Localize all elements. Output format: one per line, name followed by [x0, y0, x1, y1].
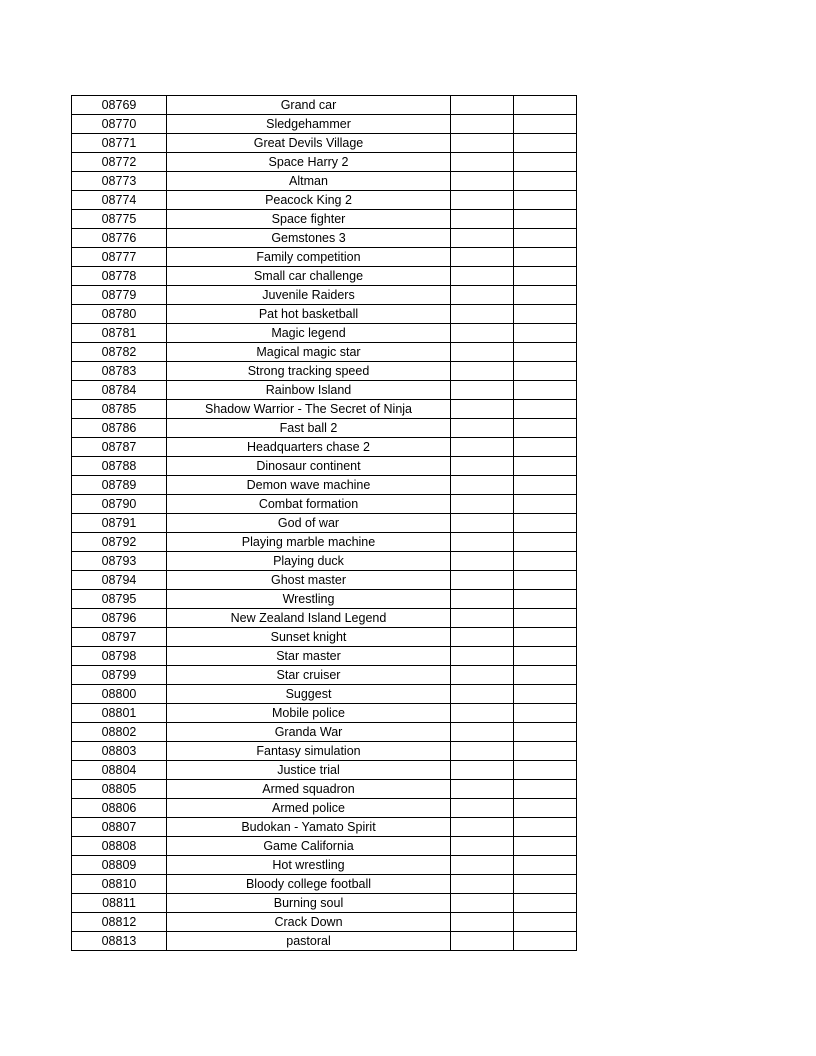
- table-row: [72, 571, 577, 590]
- game-name-cell: Burning soul: [167, 894, 451, 913]
- empty-cell: [514, 799, 577, 818]
- empty-cell: [451, 913, 514, 932]
- empty-cell: [451, 191, 514, 210]
- empty-cell: [514, 153, 577, 172]
- empty-cell: [514, 552, 577, 571]
- game-id-cell: 08785: [72, 400, 167, 419]
- game-name-cell: Ghost master: [167, 571, 451, 590]
- empty-cell: [451, 400, 514, 419]
- table-row: [72, 590, 577, 609]
- empty-cell: [514, 134, 577, 153]
- game-id-cell: 08770: [72, 115, 167, 134]
- game-id-cell: 08811: [72, 894, 167, 913]
- empty-cell: [514, 818, 577, 837]
- empty-cell: [514, 419, 577, 438]
- game-id-cell: 08791: [72, 514, 167, 533]
- empty-cell: [451, 495, 514, 514]
- game-id-cell: 08798: [72, 647, 167, 666]
- empty-cell: [514, 685, 577, 704]
- empty-cell: [514, 248, 577, 267]
- empty-cell: [451, 96, 514, 115]
- game-name-cell: Headquarters chase 2: [167, 438, 451, 457]
- table-row: [72, 894, 577, 913]
- empty-cell: [451, 115, 514, 134]
- game-id-cell: 08783: [72, 362, 167, 381]
- game-id-cell: 08786: [72, 419, 167, 438]
- empty-cell: [451, 704, 514, 723]
- table-row: [72, 343, 577, 362]
- table-row: [72, 476, 577, 495]
- table-row: [72, 932, 577, 951]
- empty-cell: [451, 172, 514, 191]
- table-row: [72, 666, 577, 685]
- game-name-cell: Grand car: [167, 96, 451, 115]
- empty-cell: [514, 115, 577, 134]
- game-name-cell: Sledgehammer: [167, 115, 451, 134]
- game-list-body: [72, 96, 577, 951]
- table-row: [72, 438, 577, 457]
- empty-cell: [514, 229, 577, 248]
- table-row: [72, 704, 577, 723]
- game-name-cell: Sunset knight: [167, 628, 451, 647]
- empty-cell: [451, 381, 514, 400]
- game-name-cell: Magic legend: [167, 324, 451, 343]
- empty-cell: [451, 533, 514, 552]
- table-row: [72, 875, 577, 894]
- empty-cell: [514, 856, 577, 875]
- table-row: [72, 628, 577, 647]
- game-id-cell: 08777: [72, 248, 167, 267]
- empty-cell: [451, 476, 514, 495]
- empty-cell: [451, 324, 514, 343]
- game-id-cell: 08789: [72, 476, 167, 495]
- empty-cell: [514, 495, 577, 514]
- game-name-cell: Peacock King 2: [167, 191, 451, 210]
- table-row: [72, 799, 577, 818]
- game-name-cell: Armed squadron: [167, 780, 451, 799]
- empty-cell: [451, 153, 514, 172]
- game-name-cell: God of war: [167, 514, 451, 533]
- empty-cell: [514, 438, 577, 457]
- empty-cell: [514, 362, 577, 381]
- table-row: [72, 609, 577, 628]
- game-name-cell: Fantasy simulation: [167, 742, 451, 761]
- empty-cell: [451, 305, 514, 324]
- empty-cell: [451, 514, 514, 533]
- table-row: [72, 210, 577, 229]
- game-id-cell: 08796: [72, 609, 167, 628]
- empty-cell: [514, 305, 577, 324]
- game-name-cell: Altman: [167, 172, 451, 191]
- game-name-cell: Star cruiser: [167, 666, 451, 685]
- empty-cell: [514, 343, 577, 362]
- game-name-cell: Suggest: [167, 685, 451, 704]
- empty-cell: [514, 780, 577, 799]
- table-row: [72, 229, 577, 248]
- empty-cell: [514, 191, 577, 210]
- table-row: [72, 96, 577, 115]
- game-name-cell: Family competition: [167, 248, 451, 267]
- game-name-cell: Magical magic star: [167, 343, 451, 362]
- table-row: [72, 533, 577, 552]
- game-name-cell: Space fighter: [167, 210, 451, 229]
- game-name-cell: Playing marble machine: [167, 533, 451, 552]
- empty-cell: [451, 856, 514, 875]
- table-row: [72, 723, 577, 742]
- game-id-cell: 08793: [72, 552, 167, 571]
- game-id-cell: 08775: [72, 210, 167, 229]
- game-id-cell: 08801: [72, 704, 167, 723]
- empty-cell: [451, 571, 514, 590]
- game-id-cell: 08780: [72, 305, 167, 324]
- empty-cell: [451, 210, 514, 229]
- game-name-cell: Combat formation: [167, 495, 451, 514]
- game-name-cell: Armed police: [167, 799, 451, 818]
- game-id-cell: 08778: [72, 267, 167, 286]
- empty-cell: [514, 704, 577, 723]
- game-id-cell: 08774: [72, 191, 167, 210]
- table-row: [72, 324, 577, 343]
- empty-cell: [514, 742, 577, 761]
- table-row: [72, 267, 577, 286]
- table-row: [72, 419, 577, 438]
- table-row: [72, 381, 577, 400]
- table-row: [72, 400, 577, 419]
- game-name-cell: Space Harry 2: [167, 153, 451, 172]
- empty-cell: [451, 742, 514, 761]
- empty-cell: [514, 647, 577, 666]
- game-name-cell: Star master: [167, 647, 451, 666]
- game-name-cell: Granda War: [167, 723, 451, 742]
- empty-cell: [451, 552, 514, 571]
- game-id-cell: 08803: [72, 742, 167, 761]
- table-row: [72, 552, 577, 571]
- game-name-cell: New Zealand Island Legend: [167, 609, 451, 628]
- game-id-cell: 08809: [72, 856, 167, 875]
- table-row: [72, 457, 577, 476]
- empty-cell: [451, 666, 514, 685]
- game-list-table: [71, 95, 577, 951]
- table-row: [72, 913, 577, 932]
- game-name-cell: Wrestling: [167, 590, 451, 609]
- game-id-cell: 08790: [72, 495, 167, 514]
- game-name-cell: Fast ball 2: [167, 419, 451, 438]
- game-id-cell: 08782: [72, 343, 167, 362]
- game-name-cell: Playing duck: [167, 552, 451, 571]
- table-row: [72, 191, 577, 210]
- empty-cell: [514, 533, 577, 552]
- game-name-cell: Dinosaur continent: [167, 457, 451, 476]
- empty-cell: [451, 685, 514, 704]
- empty-cell: [451, 134, 514, 153]
- empty-cell: [451, 229, 514, 248]
- game-id-cell: 08773: [72, 172, 167, 191]
- table-row: [72, 134, 577, 153]
- table-row: [72, 495, 577, 514]
- game-id-cell: 08779: [72, 286, 167, 305]
- game-id-cell: 08797: [72, 628, 167, 647]
- empty-cell: [514, 172, 577, 191]
- game-name-cell: Juvenile Raiders: [167, 286, 451, 305]
- game-name-cell: Strong tracking speed: [167, 362, 451, 381]
- empty-cell: [514, 400, 577, 419]
- table-row: [72, 115, 577, 134]
- game-id-cell: 08784: [72, 381, 167, 400]
- game-id-cell: 08805: [72, 780, 167, 799]
- game-id-cell: 08788: [72, 457, 167, 476]
- game-id-cell: 08806: [72, 799, 167, 818]
- table-row: [72, 761, 577, 780]
- empty-cell: [514, 666, 577, 685]
- table-row: [72, 818, 577, 837]
- game-id-cell: 08799: [72, 666, 167, 685]
- empty-cell: [514, 609, 577, 628]
- empty-cell: [451, 248, 514, 267]
- empty-cell: [514, 571, 577, 590]
- game-id-cell: 08772: [72, 153, 167, 172]
- game-name-cell: Justice trial: [167, 761, 451, 780]
- empty-cell: [514, 476, 577, 495]
- table-row: [72, 305, 577, 324]
- game-name-cell: Budokan - Yamato Spirit: [167, 818, 451, 837]
- table-row: [72, 742, 577, 761]
- empty-cell: [451, 609, 514, 628]
- game-id-cell: 08800: [72, 685, 167, 704]
- game-id-cell: 08804: [72, 761, 167, 780]
- empty-cell: [451, 419, 514, 438]
- table-row: [72, 172, 577, 191]
- table-row: [72, 685, 577, 704]
- empty-cell: [514, 210, 577, 229]
- table-row: [72, 514, 577, 533]
- game-id-cell: 08787: [72, 438, 167, 457]
- empty-cell: [514, 837, 577, 856]
- empty-cell: [451, 932, 514, 951]
- empty-cell: [451, 362, 514, 381]
- empty-cell: [451, 875, 514, 894]
- game-name-cell: Hot wrestling: [167, 856, 451, 875]
- empty-cell: [451, 761, 514, 780]
- table-row: [72, 248, 577, 267]
- empty-cell: [514, 267, 577, 286]
- game-id-cell: 08771: [72, 134, 167, 153]
- table-row: [72, 837, 577, 856]
- empty-cell: [514, 457, 577, 476]
- game-name-cell: pastoral: [167, 932, 451, 951]
- empty-cell: [451, 438, 514, 457]
- game-name-cell: Rainbow Island: [167, 381, 451, 400]
- game-id-cell: 08802: [72, 723, 167, 742]
- table-row: [72, 856, 577, 875]
- game-id-cell: 08810: [72, 875, 167, 894]
- game-name-cell: Great Devils Village: [167, 134, 451, 153]
- empty-cell: [514, 514, 577, 533]
- game-id-cell: 08792: [72, 533, 167, 552]
- game-id-cell: 08794: [72, 571, 167, 590]
- empty-cell: [514, 628, 577, 647]
- empty-cell: [451, 647, 514, 666]
- game-name-cell: Pat hot basketball: [167, 305, 451, 324]
- empty-cell: [514, 913, 577, 932]
- game-name-cell: Bloody college football: [167, 875, 451, 894]
- empty-cell: [514, 932, 577, 951]
- empty-cell: [514, 324, 577, 343]
- table-row: [72, 153, 577, 172]
- game-id-cell: 08776: [72, 229, 167, 248]
- table-row: [72, 647, 577, 666]
- empty-cell: [451, 628, 514, 647]
- empty-cell: [451, 267, 514, 286]
- table-row: [72, 362, 577, 381]
- table-row: [72, 286, 577, 305]
- game-id-cell: 08795: [72, 590, 167, 609]
- empty-cell: [514, 96, 577, 115]
- game-id-cell: 08812: [72, 913, 167, 932]
- empty-cell: [451, 894, 514, 913]
- empty-cell: [514, 286, 577, 305]
- empty-cell: [514, 875, 577, 894]
- game-id-cell: 08769: [72, 96, 167, 115]
- game-name-cell: Small car challenge: [167, 267, 451, 286]
- empty-cell: [451, 799, 514, 818]
- empty-cell: [451, 818, 514, 837]
- empty-cell: [514, 381, 577, 400]
- game-name-cell: Shadow Warrior - The Secret of Ninja: [167, 400, 451, 419]
- game-id-cell: 08808: [72, 837, 167, 856]
- empty-cell: [451, 286, 514, 305]
- empty-cell: [514, 723, 577, 742]
- game-name-cell: Gemstones 3: [167, 229, 451, 248]
- empty-cell: [514, 761, 577, 780]
- game-id-cell: 08781: [72, 324, 167, 343]
- empty-cell: [514, 590, 577, 609]
- table-row: [72, 780, 577, 799]
- empty-cell: [451, 780, 514, 799]
- game-id-cell: 08807: [72, 818, 167, 837]
- game-name-cell: Crack Down: [167, 913, 451, 932]
- game-name-cell: Game California: [167, 837, 451, 856]
- empty-cell: [451, 837, 514, 856]
- game-name-cell: Mobile police: [167, 704, 451, 723]
- empty-cell: [451, 590, 514, 609]
- empty-cell: [451, 457, 514, 476]
- empty-cell: [514, 894, 577, 913]
- game-name-cell: Demon wave machine: [167, 476, 451, 495]
- empty-cell: [451, 723, 514, 742]
- game-id-cell: 08813: [72, 932, 167, 951]
- empty-cell: [451, 343, 514, 362]
